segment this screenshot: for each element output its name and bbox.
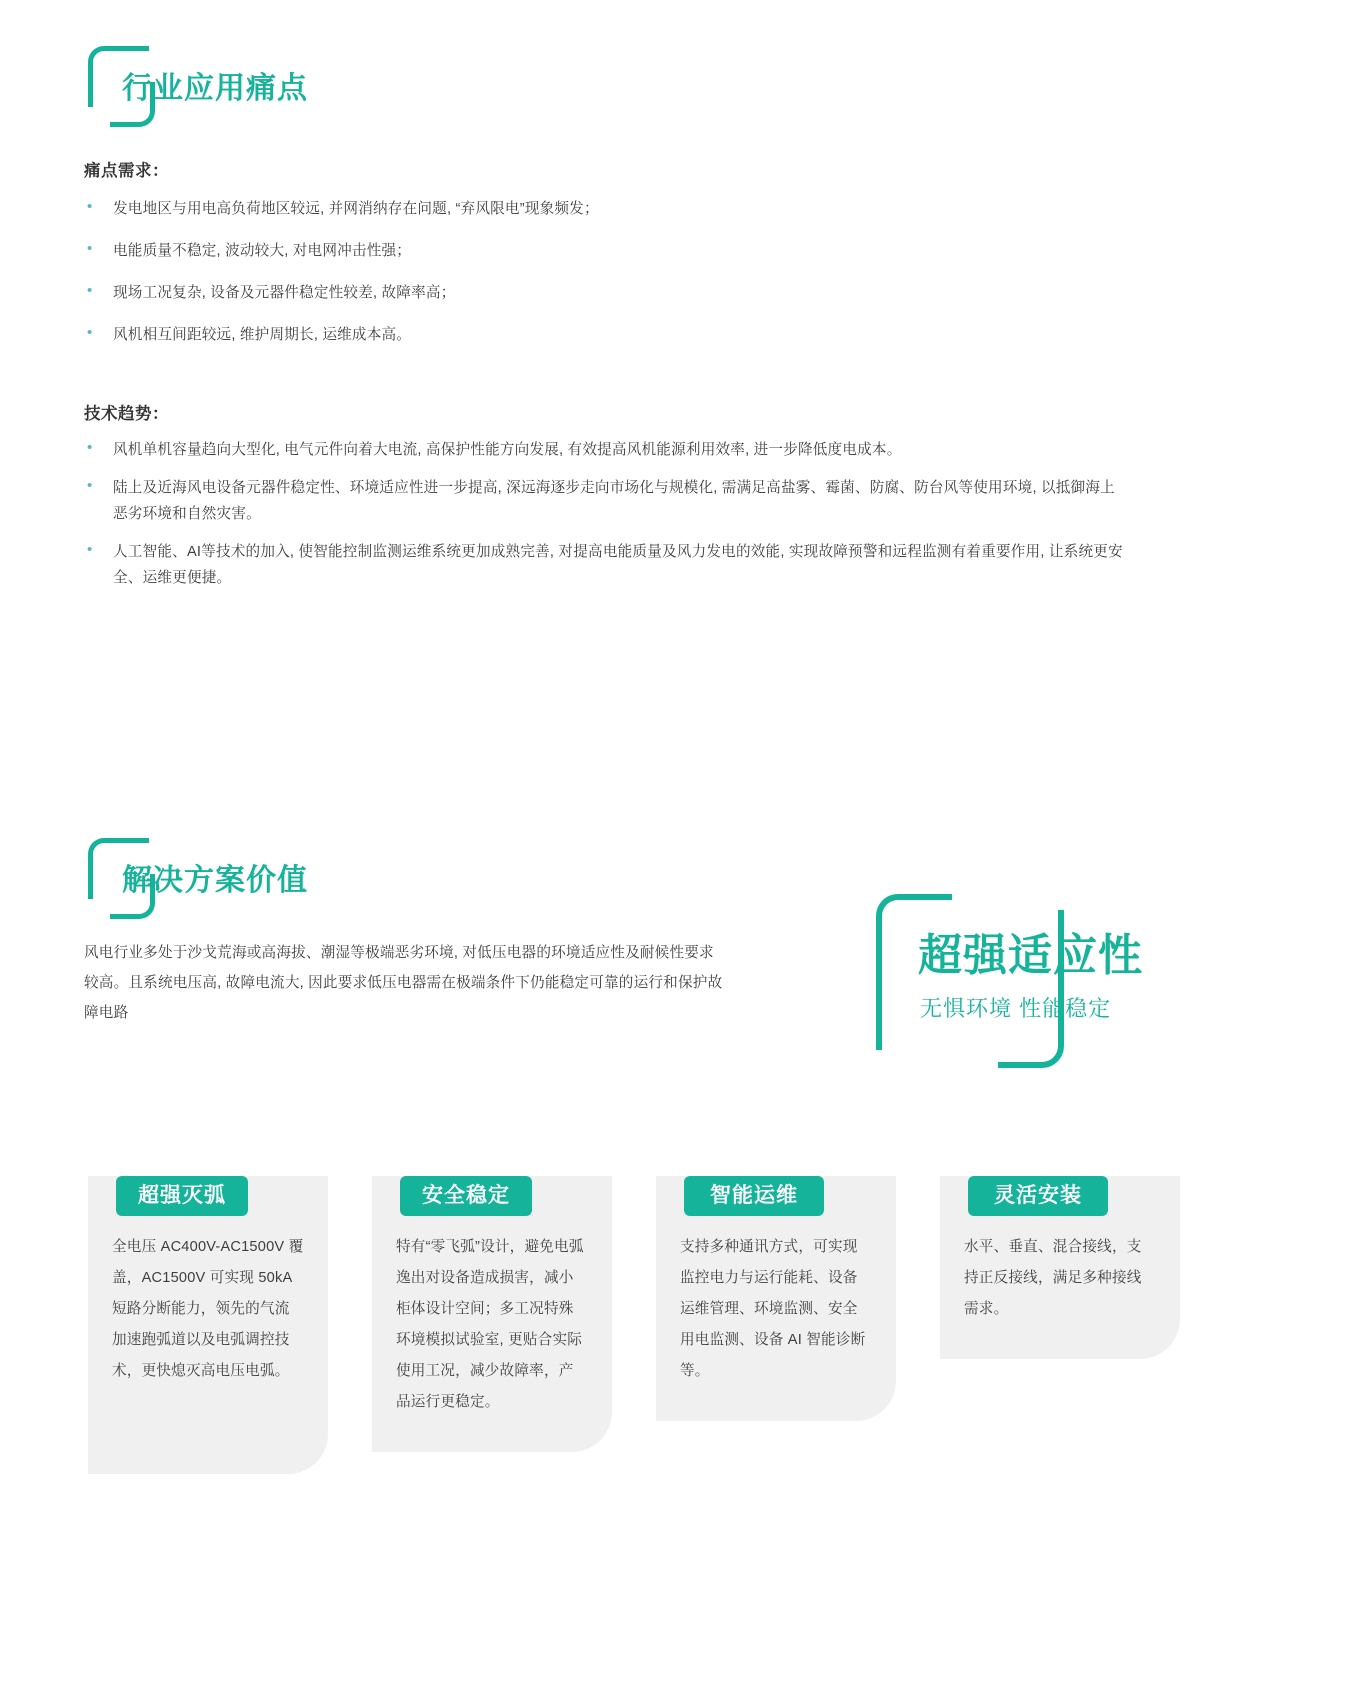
list-item-text: 人工智能、AI等技术的加入, 使智能控制监测运维系统更加成熟完善, 对提高电能质量及风力发电的效能, 实现故障预警和远程监测有着重要作用, 让系统更安全、运维更便捷。 (113, 544, 1123, 586)
list-item-text: 风机相互间距较远, 维护周期长, 运维成本高。 (113, 327, 412, 343)
feature-card-body (88, 1176, 328, 1474)
bullet-dot-icon: • (87, 282, 93, 299)
feature-card-list (88, 1176, 1268, 1474)
bullet-dot-icon: • (87, 477, 93, 494)
list-item-text: 现场工况复杂, 设备及元器件稳定性较差, 故障率高； (113, 285, 456, 301)
feature-card-text: 特有“零飞弧”设计，避免电弧逸出对设备造成损害，减小柜体设计空间；多工况特殊环境模拟试验室, 更贴合实际使用工况，减少故障率，产品运行更稳定。 (396, 1239, 584, 1410)
feature-card-tag: 灵活安装 (968, 1176, 1108, 1216)
feature-card-tag: 智能运维 (684, 1176, 824, 1216)
feature-card-tag: 安全稳定 (400, 1176, 532, 1216)
bullet-dot-icon: • (87, 439, 93, 456)
feature-card-text: 全电压 AC400V-AC1500V 覆盖，AC1500V 可实现 50kA 短路分断能力，领先的气流加速跑弧道以及电弧调控技术，更快熄灭高电压电弧。 (112, 1239, 304, 1379)
list-item (84, 437, 1194, 463)
bullet-dot-icon: • (87, 198, 93, 215)
feature-card-text: 水平、垂直、混合接线，支持正反接线，满足多种接线需求。 (964, 1239, 1142, 1317)
feature-card (656, 1176, 896, 1474)
feature-card-text: 支持多种通讯方式，可实现监控电力与运行能耗、设备运维管理、环境监测、安全用电监测、设备 AI 智能诊断等。 (680, 1239, 866, 1379)
feature-card (940, 1176, 1180, 1474)
badge-title: 超强适应性 (918, 931, 1143, 980)
feature-card-tag: 超强灭弧 (116, 1176, 248, 1216)
pain-needs-list (84, 196, 1184, 364)
list-item (84, 280, 1184, 306)
section-heading-solution-value (88, 838, 308, 900)
list-item-text: 电能质量不稳定, 波动较大, 对电网冲击性强； (113, 243, 412, 259)
feature-card (372, 1176, 612, 1474)
section-title-solution-value: 解决方案价值 (122, 864, 308, 897)
list-item (84, 539, 1194, 591)
badge-subtitle: 无惧环境 性能稳定 (920, 996, 1112, 1021)
list-item-text: 风机单机容量趋向大型化, 电气元件向着大电流, 高保护性能方向发展, 有效提高风机能源利用效率, 进一步降低度电成本。 (113, 442, 902, 458)
feature-card (88, 1176, 328, 1474)
list-item-text: 陆上及近海风电设备元器件稳定性、环境适应性进一步提高, 深远海逐步走向市场化与规模化, 需满足高盐雾、霉菌、防腐、防台风等使用环境, 以抵御海上恶劣环境和自然灾害。 (113, 480, 1115, 522)
bullet-dot-icon: • (87, 324, 93, 341)
adaptability-badge (876, 894, 1176, 1064)
bullet-dot-icon: • (87, 240, 93, 257)
subheading-pain-needs: 痛点需求： (84, 162, 169, 180)
section-title-pain-points: 行业应用痛点 (122, 72, 308, 105)
list-item (84, 475, 1194, 527)
list-item (84, 238, 1184, 264)
list-item (84, 196, 1184, 222)
solution-description: 风电行业多处于沙戈荒海或高海拔、潮湿等极端恶劣环境, 对低压电器的环境适应性及耐候性要求较高。且系统电压高, 故障电流大, 因此要求低压电器需在极端条件下仍能稳定可靠的运行和保护故障电路 (84, 945, 723, 1021)
list-item (84, 322, 1184, 348)
list-item-text: 发电地区与用电高负荷地区较远, 并网消纳存在问题, “弃风限电”现象频发； (113, 201, 599, 217)
section-heading-pain-points (88, 46, 308, 108)
bullet-dot-icon: • (87, 541, 93, 558)
feature-card-body (372, 1176, 612, 1452)
subheading-tech-trends: 技术趋势： (84, 405, 169, 423)
tech-trends-list (84, 437, 1194, 603)
